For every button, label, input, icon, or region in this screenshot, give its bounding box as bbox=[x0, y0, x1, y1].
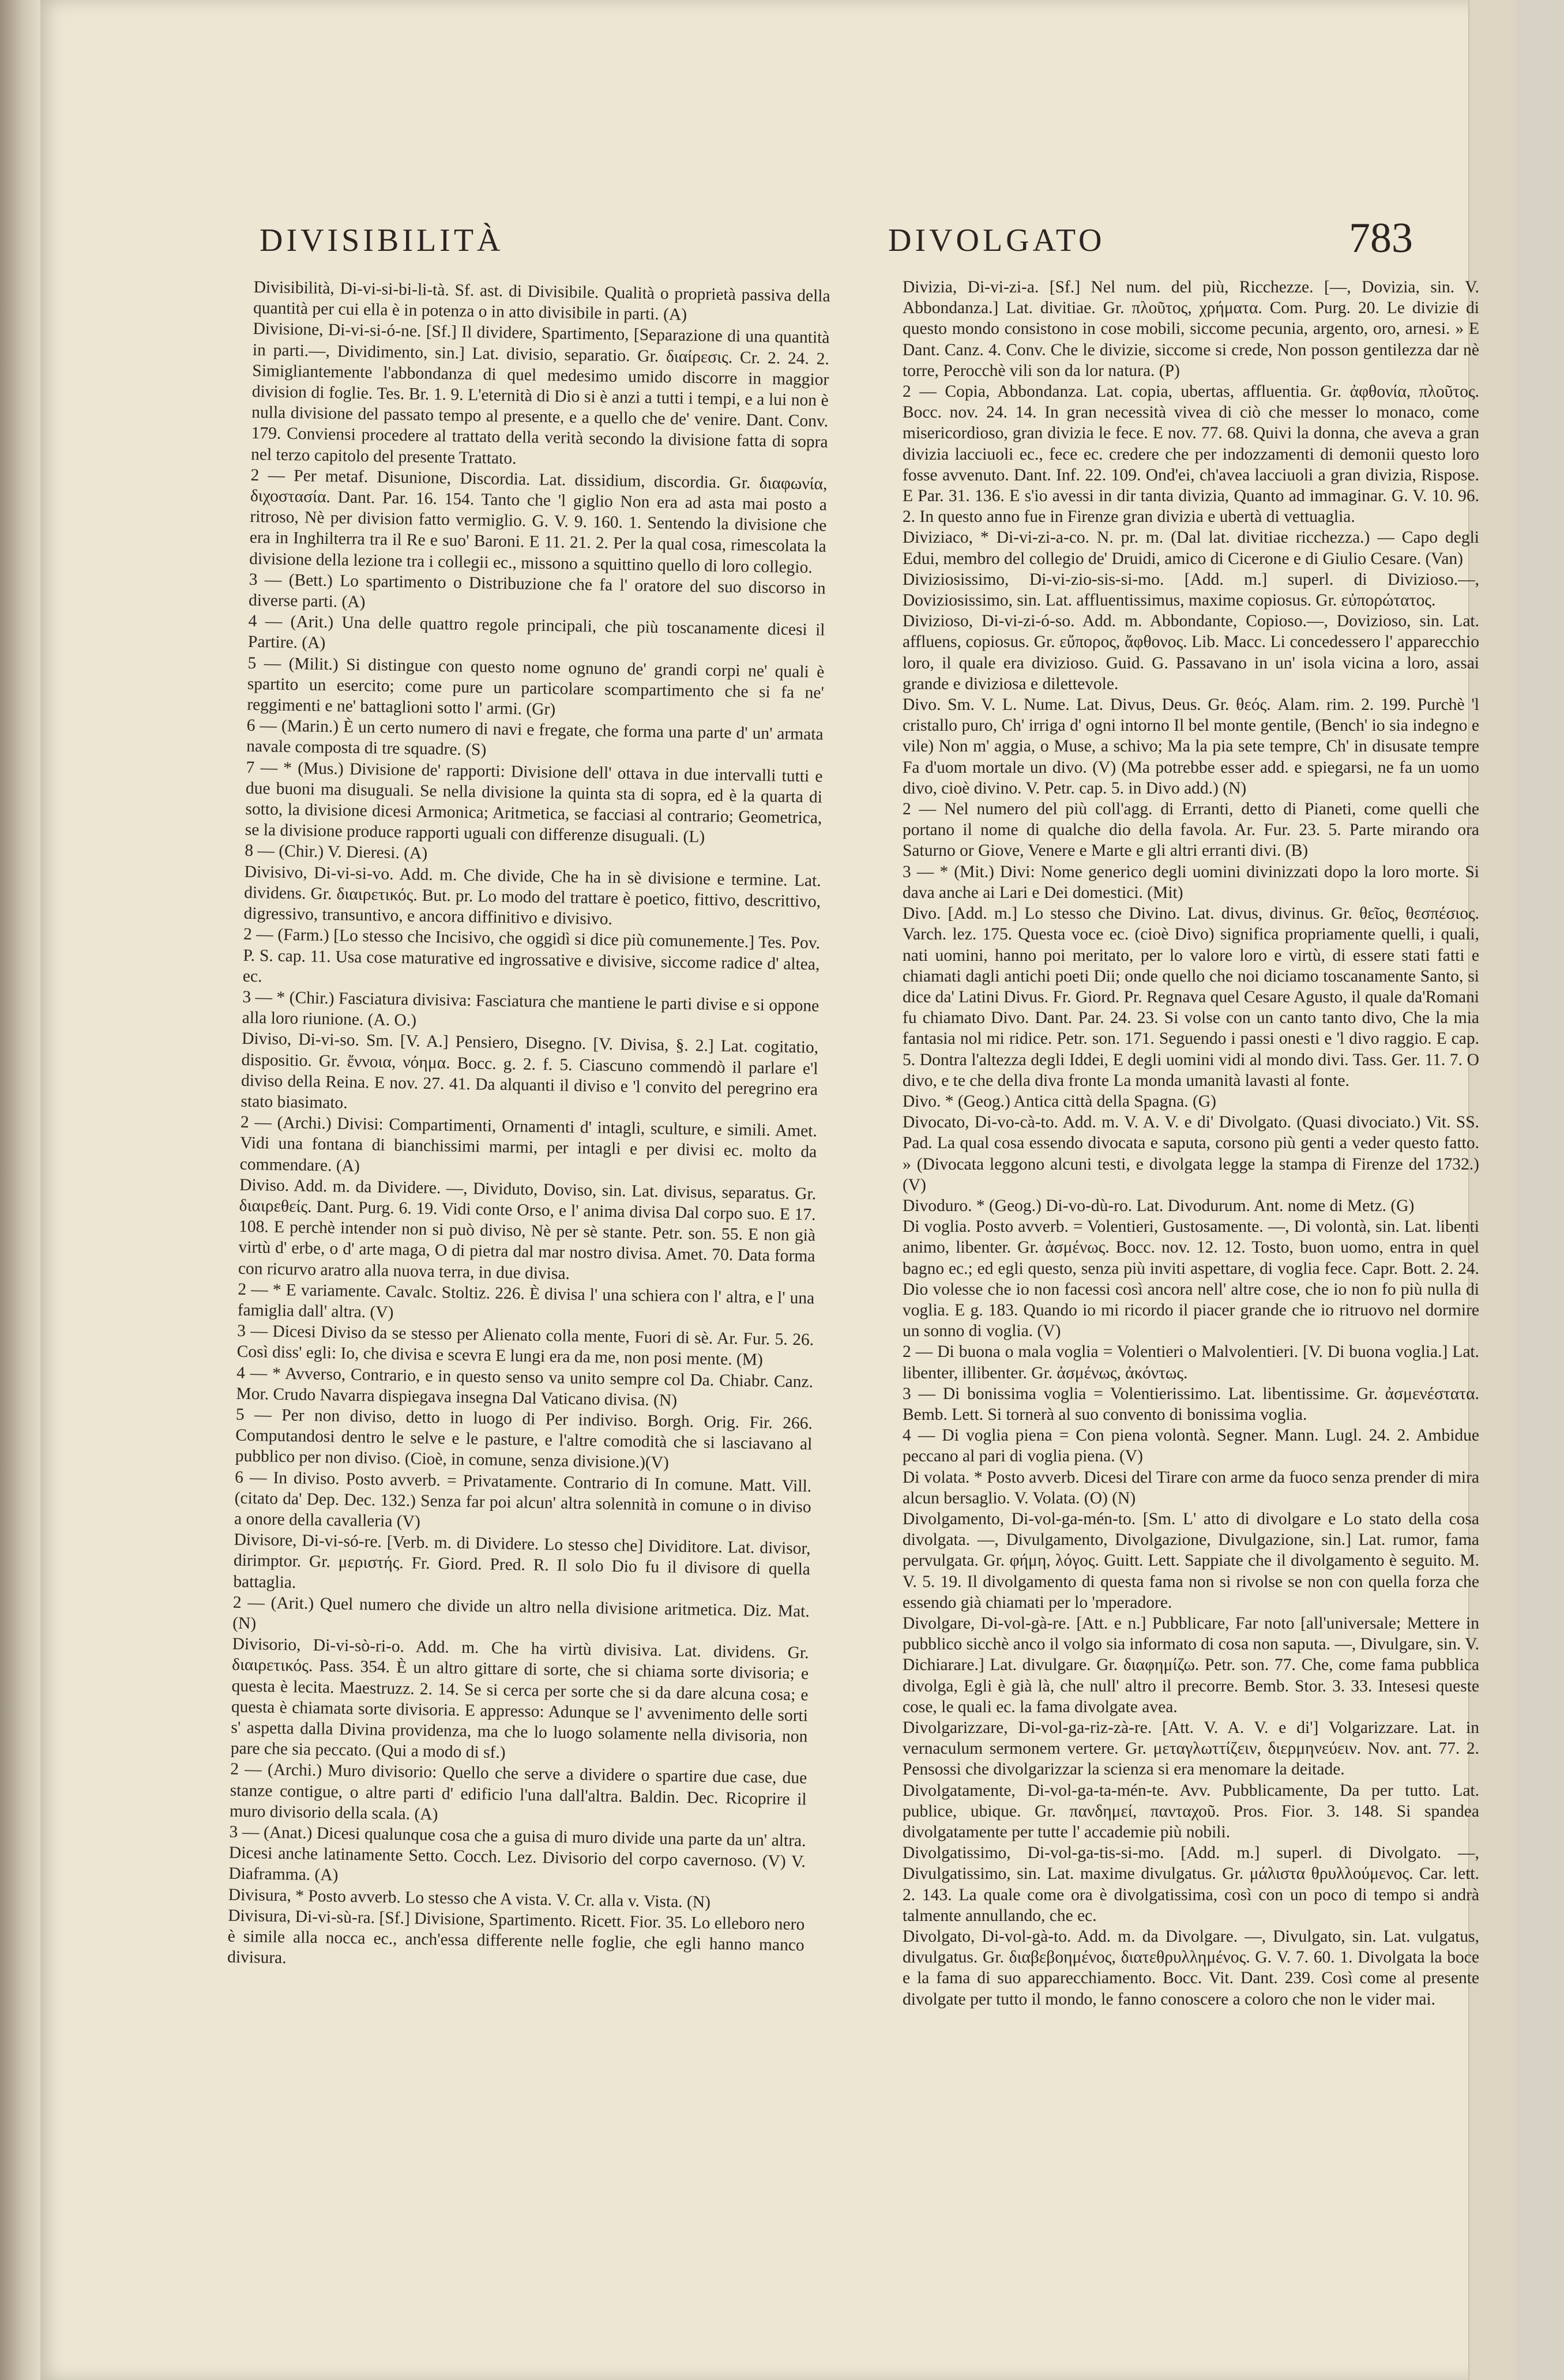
dictionary-entry: 4 — * Avverso, Contrario, e in questo senso va unito sempre col Da. Chiabr. Canz. Mor. Crudo Navarra dispiegava insegna Dal Vaticano divisa. (N) bbox=[236, 1363, 814, 1410]
dictionary-entry: Divolgamento, Di-vol-ga-mén-to. [Sm. L' atto di divolgare e Lo stato della cosa divolgata. —, Divulgamento, Divolgazione, Divulgazione, sin.] Lat. rumor, fama pervulgata. Gr. φήμη, λόγος. Guitt. Lett. Sappiate che il divolgamento è seguito. M. V. 5. 19. Il divolgamento di questa fama non si rivolse se non con quella forza che essendo già chiamati per lo 'mperadore. bbox=[903, 1509, 1479, 1612]
dictionary-entry: 3 — (Bett.) Lo spartimento o Distribuzione che fa l' oratore del suo discorso in diverse parti. (A) bbox=[248, 570, 826, 612]
dictionary-entry: Divolgato, Di-vol-gà-to. Add. m. da Divolgare. —, Divulgato, sin. Lat. vulgatus, divulgatus. Gr. διαβεβοημένος, διατεθρυλλημένος. G. V. 7. 60. 1. Divolgata la boce e la fama di suo apparecchiamento. Bocc. Vit. Dant. 239. Così come al presente divolgate per tutto il mondo, le fanno conoscere a coloro che non le vider mai. bbox=[903, 1927, 1479, 2009]
page-number: 783 bbox=[1349, 215, 1413, 262]
dictionary-entry: 5 — (Milit.) Si distingue con questo nome ognuno de' grandi corpi ne' quali è spartito un esercito; come pure un particolare scompartimento che si fa ne' reggimenti e ne' battaglioni sotto l' armi. (Gr) bbox=[247, 653, 825, 719]
dictionary-entry: 2 — Per metaf. Disunione, Discordia. Lat. dissidium, discordia. Gr. διαφωνία, διχοστασία. Dant. Par. 16. 154. Tanto che 'l giglio Non era ad asta mai posto a ritroso, Nè per division fatto vermiglio. G. V. 9. 160. 1. Sentendo la divisione che era in Inghilterra tra il Re e suo' Baroni. E 11. 21. 2. Per la qual cosa, rimescolata la divisione della lezione tra i collegii ec., missono a squittino quello di loro collegio. bbox=[249, 465, 828, 577]
dictionary-entry: 2 — (Archi.) Muro divisorio: Quello che serve a dividere o spartire due case, due stanze contigue, o altre parti d' edificio l'una dall'altra. Baldin. Dec. Ricoprire il muro divisorio della scala. (A) bbox=[229, 1760, 807, 1824]
dictionary-entry: Divisore, Di-vi-só-re. [Verb. m. di Dividere. Lo stesso che] Dividitore. Lat. divisor, dirimptor. Gr. μεριστής. Fr. Giord. Pred. R. Il solo Dio fu il divisore di quella battaglia. bbox=[233, 1530, 811, 1592]
dictionary-entry: 3 — * (Mit.) Divi: Nome generico degli uomini divinizzati dopo la loro morte. Si dava anche ai Lari e Dei domestici. (Mit) bbox=[903, 862, 1479, 902]
page-gutter-shadow bbox=[0, 0, 40, 2380]
dictionary-entry: 8 — (Chir.) V. Dieresi. (A) bbox=[245, 841, 428, 863]
dictionary-entry: Divisione, Di-vi-si-ó-ne. [Sf.] Il dividere, Spartimento, [Separazione di una quantità in parti.—, Dividimento, sin.] Lat. divisio, separatio. Gr. διαίρεσις. Cr. 2. 24. 2. Simigliantemente l'abbondanza di quel medesimo umido discorre in maggior division di foglie. Tes. Br. 1. 9. L'eternità di Dio si è anzi a tutti i tempi, e a lui non è nulla divisione del passato tempo al presente, e a quello che de' venire. Dant. Conv. 179. Conviensi procedere al trattato della verità secondo la divisione fatta di sopra nel terzo capitolo del presente Trattato. bbox=[250, 319, 830, 468]
dictionary-entry: 3 — * (Chir.) Fasciatura divisiva: Fasciatura che mantiene le parti divise e si oppone alla loro riunione. (A. O.) bbox=[242, 987, 819, 1030]
dictionary-entry: 5 — Per non diviso, detto in luogo di Per indiviso. Borgh. Orig. Fir. 266. Computandosi dentro le selve e le pasture, e l'altre comodità che si lasciavano al pubblico per non diviso. (Cioè, in comune, senza divisione.)(V) bbox=[235, 1405, 813, 1472]
dictionary-entry: Divoduro. * (Geog.) Di-vo-dù-ro. Lat. Divodurum. Ant. nome di Metz. (G) bbox=[903, 1196, 1415, 1215]
dictionary-entry: 3 — Di bonissima voglia = Volentierissimo. Lat. libentissime. Gr. ἀσμενέστατα. Bemb. Lett. Si tornerà al suo convento di bonissima voglia. bbox=[903, 1384, 1479, 1424]
dictionary-entry: 4 — (Arit.) Una delle quattro regole principali, che più toscanamente dicesi il Partire. (A) bbox=[247, 612, 825, 653]
dictionary-entry: Divo. * (Geog.) Antica città della Spagna. (G) bbox=[903, 1092, 1216, 1111]
dictionary-entry: Divocato, Di-vo-cà-to. Add. m. V. A. V. e di' Divolgato. (Quasi divociato.) Vit. SS. Pad. La qual cosa essendo divocata e saputa, corsono più genti a veder questo fatto. » (Divocata leggono alcuni testi, e divolgata legge la stampa di Firenze del 1732.) (V) bbox=[903, 1113, 1479, 1194]
right-column bbox=[903, 277, 1479, 2010]
dictionary-entry: Divisura, * Posto avverb. Lo stesso che A vista. V. Cr. alla v. Vista. (N) bbox=[228, 1885, 711, 1912]
dictionary-entry: 6 — (Marin.) È un certo numero di navi e fregate, che forma una parte d' un' armata navale composta di tre squadre. (S) bbox=[246, 716, 824, 760]
right-running-head: DIVOLGATO bbox=[888, 223, 1106, 258]
dictionary-entry: Di volata. * Posto avverb. Dicesi del Tirare con arme da fuoco senza prender di mira alcun bersaglio. V. Volata. (O) (N) bbox=[903, 1468, 1479, 1507]
dictionary-entry: Divisorio, Di-vi-sò-ri-o. Add. m. Che ha virtù divisiva. Lat. dividens. Gr. διαιρετικός. Pass. 354. È un altro gittare di sorte, che si chiama sorte divisoria; e questa è lecita. Maestruzz. 2. 14. Se si cerca per sorte che si da dare alcuna cosa; e questa è chiamata sorte divisoria. E appresso: Adunque se l' avvenimento delle sorti s' aspetta dalla Divina providenza, ma che lo luogo solamente nella divisoria, non pare che sia peccato. (Qui a modo di sf.) bbox=[230, 1634, 809, 1762]
dictionary-entry: 2 — Copia, Abbondanza. Lat. copia, ubertas, affluentia. Gr. ἀφθονία, πλοῦτος. Bocc. nov. 24. 14. In gran necessità vivea di ciò che messer lo monaco, come misericordioso, gran divizia le fece. E nov. 77. 68. Quivi la donna, che aveva a gran divizia lacciuoli ec., fece ec. credere che per indozzamenti di demonii questo loro fosse avvenuto. Dant. Inf. 22. 109. Ond'ei, ch'avea lacciuoli a gran divizia, Rispose. E Par. 31. 136. E s'io avessi in dir tanta divizia, Quanto ad immaginar. G. V. 10. 96. 2. In questo anno fue in Firenze gran divizia e ubertà di vettuaglia. bbox=[903, 382, 1479, 527]
dictionary-entry: Divolgatamente, Di-vol-ga-ta-mén-te. Avv. Pubblicamente, Da per tutto. Lat. publice, ubique. Gr. πανδημεί, πανταχοῦ. Pros. Fior. 3. 148. Si spandea divolgatamente per tutte l' accademie più nobili. bbox=[903, 1781, 1479, 1842]
left-running-head: DIVISIBILITÀ bbox=[260, 223, 504, 258]
dictionary-entry: 2 — * E variamente. Cavalc. Stoltiz. 226. È divisa l' una schiera con l' altra, e l' una famiglia dall' altra. (V) bbox=[237, 1280, 815, 1322]
dictionary-entry: Divisibilità, Di-vi-si-bi-li-tà. Sf. ast. di Divisibile. Qualità o proprietà passiva della quantità per cui ella è in potenza o in atto divisibile in parti. (A) bbox=[253, 277, 830, 325]
dictionary-entry: Divolgatissimo, Di-vol-ga-tis-si-mo. [Add. m.] superl. di Divolgato. —, Divulgatissimo, sin. Lat. maxime divulgatus. Gr. μάλιστα θρυλλούμενος. Car. lett. 2. 143. La quale come ora è divolgatissima, così con un poco di tempo si andrà talmente annullando, che ec. bbox=[903, 1844, 1479, 1925]
dictionary-entry: 7 — * (Mus.) Divisione de' rapporti: Divisione dell' ottava in due intervalli tutti e due buoni ma disuguali. Se nella divisione la quinta sta di sopra, ed è la quarta di sotto, la divisione dicesi Armonica; Aritmetica, se facciasi al contrario; Geometrica, se la divisione produce rapporti uguali con differenze disuguali. (L) bbox=[245, 758, 823, 847]
dictionary-entry: Divolgare, Di-vol-gà-re. [Att. e n.] Pubblicare, Far noto [all'universale; Mettere in pubblico sicchè anco il volgo sia informato di cosa non saputa. —, Divulgare, sin. V. Dichiarare.] Lat. divulgare. Gr. διαφημίζω. Petr. son. 77. Che, come fama pubblica divolga, Egli è già là, che null' altro il precorre. Bemb. Stor. 3. 33. Intesesi queste cose, le quali ec. la fama divolgate avea. bbox=[903, 1614, 1479, 1716]
dictionary-entry: Di voglia. Posto avverb. = Volentieri, Gustosamente. —, Di volontà, sin. Lat. libenti animo, libenter. Gr. ἀσμένως. Bocc. nov. 12. 12. Tosto, buon uomo, entra in quel bagno ec.; ed egli questo, senza più inviti aspettare, di voglia fece. Capr. Bott. 2. 24. Dio volesse che io non facessi così ancora nell' altre cose, che io non fo più nulla di voglia. E g. 183. Quando io mi ricordo il piacer grande che io ritruovo nel dormire un sonno di voglia. (V) bbox=[903, 1217, 1479, 1341]
dictionary-entry: Diviziosissimo, Di-vi-zio-sis-si-mo. [Add. m.] superl. di Divizioso.—, Doviziosissimo, sin. Lat. affluentissimus, maxime copiosus. Gr. εὐπορώτατος. bbox=[903, 570, 1479, 610]
dictionary-entry: 2 — Di buona o mala voglia = Volentieri o Malvolentieri. [V. Di buona voglia.] Lat. libenter, illibenter. Gr. ἀσμένως, ἀκόντως. bbox=[903, 1343, 1479, 1382]
dictionary-entry: Divizia, Di-vi-zi-a. [Sf.] Nel num. del più, Ricchezze. [—, Dovizia, sin. V. Abbondanza.] Lat. divitiae. Gr. πλοῦτος, χρήματα. Com. Purg. 20. Le divizie di questo mondo consistono in cose mobili, siccome pecunia, argento, oro, arnesi. » E Dant. Canz. 4. Conv. Che le divizie, siccome si crede, Non posson gentilezza dar nè torre, Perocchè vili son da lor natura. (P) bbox=[903, 278, 1479, 380]
dictionary-entry: 2 — (Farm.) [Lo stesso che Incisivo, che oggidì si dice più comunemente.] Tes. Pov. P. S. cap. 11. Usa cose maturative ed ingrossative e divisive, siccome radice d' altea, ec. bbox=[242, 925, 821, 986]
dictionary-entry: 6 — In diviso. Posto avverb. = Privatamente. Contrario di In comune. Matt. Vill. (citato da' Dep. Dec. 132.) Senza far poi alcun' altra solennità in comune o in diviso a onore della cavalleria (V) bbox=[234, 1468, 812, 1531]
running-header bbox=[219, 215, 1413, 274]
dictionary-entry: Divisura, Di-vi-sù-ra. [Sf.] Divisione, Spartimento. Ricett. Fior. 35. Lo elleboro nero è simile alla nocca ec., anch'essa differente nelle foglie, che egli hanno manco divisura. bbox=[227, 1906, 805, 1968]
dictionary-entry: 3 — (Anat.) Dicesi qualunque cosa che a guisa di muro divide una parte da un' altra. Dicesi anche latinamente Setto. Cocch. Lez. Divisorio del corpo cavernoso. (V) V. Diaframma. (A) bbox=[228, 1822, 806, 1885]
dictionary-entry: 2 — Nel numero del più coll'agg. di Erranti, detto di Pianeti, come quelli che portano il nome di qualche dio della favola. Ar. Fur. 23. 5. Parte mirando ora Saturno or Giove, Venere e Marte e gli altri erranti divi. (B) bbox=[903, 800, 1479, 860]
dictionary-entry: 2 — (Archi.) Divisi: Compartimenti, Ornamenti d' intagli, sculture, e simili. Amet. Vidi una fontana di bianchissimi marmi, per intagli e per divisi ec. molto da commendare. (A) bbox=[239, 1112, 818, 1175]
dictionary-entry: Divolgarizzare, Di-vol-ga-riz-zà-re. [Att. V. A. V. e di'] Volgarizzare. Lat. in vernaculum sermonem vertere. Gr. μεταγλωττίζειν, διερμηνεύειν. Nov. ant. 77. 2. Pensossi che divolgarizzar la scienza si era menomare la deitade. bbox=[903, 1719, 1479, 1779]
dictionary-entry: Divizioso, Di-vi-zi-ó-so. Add. m. Abbondante, Copioso.—, Dovizioso, sin. Lat. affluens, copiosus. Gr. εὔπορος, ἄφθονος. Lib. Macc. Li concedessero l' apparecchio loro, il quale era divizioso. Guid. G. Passavano in un' isola vicina a loro, assai grande e diviziosa e dilettevole. bbox=[903, 612, 1479, 693]
dictionary-entry: Diviso. Add. m. da Dividere. —, Dividuto, Doviso, sin. Lat. divisus, separatus. Gr. διαιρεθείς. Dant. Purg. 6. 19. Vidi conte Orso, e l' anima divisa Dal corpo suo. E 17. 108. E perchè intender non si può diviso, Nè per sè stante. Petr. son. 55. E non già virtù d' erbe, o d' arte maga, O di pietra dal mar nostro divisa. Amet. 70. Data forma con ricurvo aratro alla nuova terra, in due divisa. bbox=[238, 1175, 817, 1283]
dictionary-entry: 2 — (Arit.) Quel numero che divide un altro nella divisione aritmetica. Diz. Mat. (N) bbox=[232, 1593, 810, 1633]
dictionary-entry: Divo. [Add. m.] Lo stesso che Divino. Lat. divus, divinus. Gr. θεῖος, θεσπέσιος. Varch. lez. 175. Questa voce ec. (cioè Divo) significa propriamente quelli, i quali, nati uomini, hanno poi meritato, per lo valore loro e virtù, di essere stati fatti e chiamati dagli antichi poeti Dii; onde quello che noi diciamo toscanamente Santo, si dice da' Latini Divus. Fr. Giord. Pr. Regnava quel Cesare Agusto, il quale da'Romani fu chiamato Divo. Dant. Par. 24. 23. Si volse con un canto tanto divo, Che la mia fantasia nol mi ridice. Petr. son. 171. Seguendo i passi onesti e 'l divo raggio. E cap. 5. Dontra l'altezza degli Iddei, E degli uomini vidi al mondo divi. Tass. Ger. 11. 7. O divo, e te che della diva fronte La monda umanità lavasti al fonte. bbox=[903, 904, 1479, 1090]
dictionary-entry: Divisivo, Di-vi-si-vo. Add. m. Che divide, Che ha in sè divisione e termine. Lat. dividens. Gr. διαιρετικός. But. pr. Lo modo del trattare è poetico, fittivo, descrittivo, digressivo, transuntivo, e ancora diffinitivo e divisivo. bbox=[243, 862, 821, 928]
dictionary-entry: Divo. Sm. V. L. Nume. Lat. Divus, Deus. Gr. θεός. Alam. rim. 2. 199. Purchè 'l cristallo puro, Ch' irriga d' ogni intorno Il bel monte gentile, (Bench' io sia indegno e vile) Non m' aggia, o Muse, a schivo; Ma la pia sete tempre, Ch' in disusate tempre Fa d'uom mortale un divo. (V) (Ma potrebbe esser add. e spiegarsi, ne fa un uomo divo, cioè divino. V. Petr. cap. 5. in Divo add.) (N) bbox=[903, 695, 1479, 798]
dictionary-entry: 3 — Dicesi Diviso da se stesso per Alienato colla mente, Fuori di sè. Ar. Fur. 5. 26. Così diss' egli: Io, che divisa e scevra E lungi era da me, non posi mente. (M) bbox=[236, 1321, 814, 1370]
left-column bbox=[227, 277, 830, 1977]
dictionary-entry: Diviso, Di-vi-so. Sm. [V. A.] Pensiero, Disegno. [V. Divisa, §. 2.] Lat. cogitatio, dispositio. Gr. ἔννοια, νόημα. Bocc. g. 2. f. 5. Ciascuno commendò il parlare e'l diviso della Reina. E nov. 27. 41. Da alquanti il diviso e 'l convito del peregrino era stato biasimato. bbox=[240, 1029, 819, 1112]
dictionary-entry: 4 — Di voglia piena = Con piena volontà. Segner. Mann. Lugl. 24. 2. Ambidue peccano al pari di voglia piena. (V) bbox=[903, 1426, 1479, 1466]
dictionary-entry: Diviziaco, * Di-vi-zi-a-co. N. pr. m. (Dal lat. divitiae ricchezza.) — Capo degli Edui, membro del collegio de' Druidi, amico di Cicerone e di Giulio Cesare. (Van) bbox=[903, 528, 1479, 568]
